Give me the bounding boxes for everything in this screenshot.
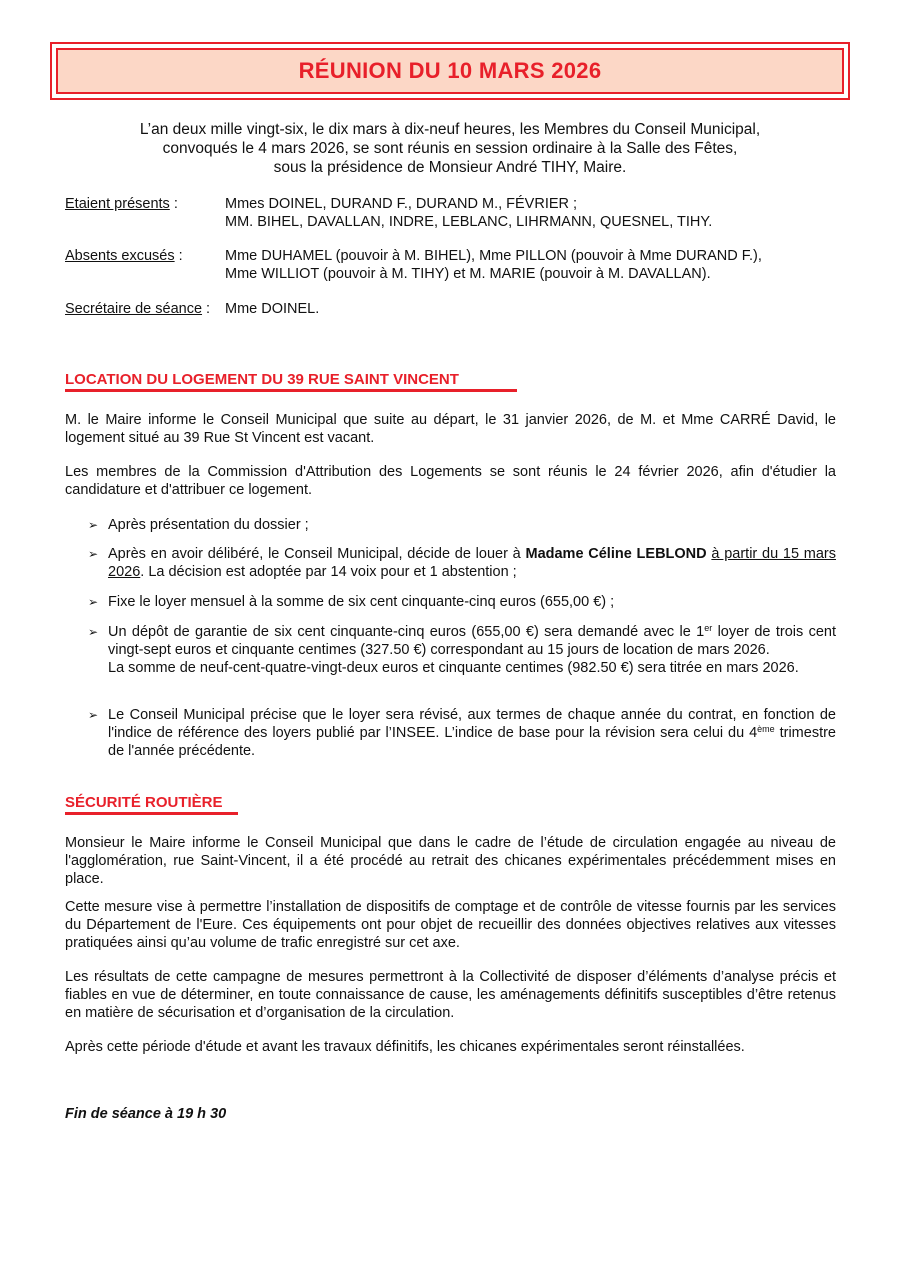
absent-value [225,247,762,283]
present-value [225,195,712,231]
bullet-text: Fixe le loyer mensuel à la somme de six cent cinquante-cinq euros (655,00 €) ; [108,594,615,610]
section-heading-underline [65,812,238,815]
start-date: à partir du 15 mars 2026 [108,546,836,580]
securite-paragraph-2: Cette mesure vise à permettre l’installation de dispositifs de comptage et de contrôle de vitesse fournis par les services du Département de l'Eure. Ces équipements ont pour objet de recueillir des données objectives relatives aux vitesses pratiquées ainsi qu’au volume de trafic enregistré sur cet axe. [65,899,836,951]
arrow-bullet-icon: ➢ [88,625,99,639]
present-line-2: MM. BIHEL, DAVALLAN, INDRE, LEBLANC, LIHRMANN, QUESNEL, TIHY. [225,214,713,230]
list-item [88,706,836,760]
closing-line: Fin de séance à 19 h 30 [65,1106,227,1122]
list-item [88,545,836,581]
title-box [50,42,850,100]
absent-line-1: Mme DUHAMEL (pouvoir à M. BIHEL), Mme PILLON (pouvoir à Mme DURAND F.), [225,248,762,264]
bullet-text-line-2: La somme de neuf-cent-quatre-vingt-deux euros et cinquante centimes (982.50 €) sera titrée en mars 2026. [108,660,799,676]
tenant-name: Madame Céline LEBLOND [525,546,707,562]
securite-paragraph-4: Après cette période d'étude et avant les travaux définitifs, les chicanes expérimentales seront réinstallées. [65,1039,745,1055]
absent-label: Absents excusés : [65,248,183,264]
arrow-bullet-icon: ➢ [88,595,99,609]
present-line-1: Mmes DOINEL, DURAND F., DURAND M., FÉVRIER ; [225,196,578,212]
location-paragraph-1: M. le Maire informe le Conseil Municipal que suite au départ, le 31 janvier 2026, de M. et Mme CARRÉ David, le logement situé au 39 Rue St Vincent est vacant. [65,412,836,446]
intro-line-1: L’an deux mille vingt-six, le dix mars à dix-neuf heures, les Membres du Conseil Municipal, [139,121,761,138]
secretary-label: Secrétaire de séance : [65,301,211,317]
location-paragraph-2: Les membres de la Commission d'Attribution des Logements se sont réunis le 24 février 2026, afin d'étudier la candidature et d'attribuer ce logement. [65,464,836,498]
page-title: RÉUNION DU 10 MARS 2026 [298,58,602,83]
arrow-bullet-icon: ➢ [88,547,99,561]
list-item [88,516,836,534]
bullet-text: Après en avoir délibéré, le Conseil Municipal, décide de louer à Madame Céline LEBLOND à partir du 15 mars 2026. La décision est adoptée par 14 voix pour et 1 abstention ; [108,546,836,580]
securite-paragraph-3: Les résultats de cette campagne de mesures permettront à la Collectivité de disposer d’éléments d’analyse précis et fiables en vue de déterminer, en toute connaissance de cause, les aménagements définitifs susceptibles d’être retenus en matière de sécurisation et d’organisation de la circulation. [65,969,836,1021]
intro-paragraph [60,120,840,177]
secretary-value: Mme DOINEL. [225,301,320,317]
section-heading-location: LOCATION DU LOGEMENT DU 39 RUE SAINT VINCENT [65,371,459,388]
securite-paragraph-1: Monsieur le Maire informe le Conseil Municipal que dans le cadre de l’étude de circulation engagée au niveau de l'agglomération, rue Saint-Vincent, il a été procédé au retrait des chicanes expérimentales précédemment mises en place. [65,835,836,887]
title-box-inner [56,48,844,94]
section-heading-underline [65,389,517,392]
arrow-bullet-icon: ➢ [88,518,99,532]
section-heading-securite: SÉCURITÉ ROUTIÈRE [65,794,223,811]
arrow-bullet-icon: ➢ [88,708,99,722]
bullet-text: Le Conseil Municipal précise que le loyer sera révisé, aux termes de chaque année du contrat, en fonction de l'indice de référence des loyers publié par l’INSEE. L’indice de base pour la révision sera celui du 4ème trimestre de l'année précédente. [108,707,836,759]
list-item [88,593,836,611]
intro-line-2: convoqués le 4 mars 2026, se sont réunis en session ordinaire à la Salle des Fêtes, [162,140,738,157]
absent-line-2: Mme WILLIOT (pouvoir à M. TIHY) et M. MARIE (pouvoir à M. DAVALLAN). [225,266,711,282]
intro-line-3: sous la présidence de Monsieur André TIHY, Maire. [273,159,627,176]
list-item [88,623,836,677]
bullet-text: Un dépôt de garantie de six cent cinquante-cinq euros (655,00 €) sera demandé avec le 1er loyer de trois cent vingt-sept euros et cinquante centimes (327.50 €) correspondant au 15 jours de location de mars 2026. La somme de neuf-cent-quatre-vingt-deux euros et cinquante centimes (982.50 €) sera titrée en mars 2026. [108,623,836,676]
bullet-text: Après présentation du dossier ; [108,517,309,533]
present-label: Etaient présents : [65,196,178,212]
